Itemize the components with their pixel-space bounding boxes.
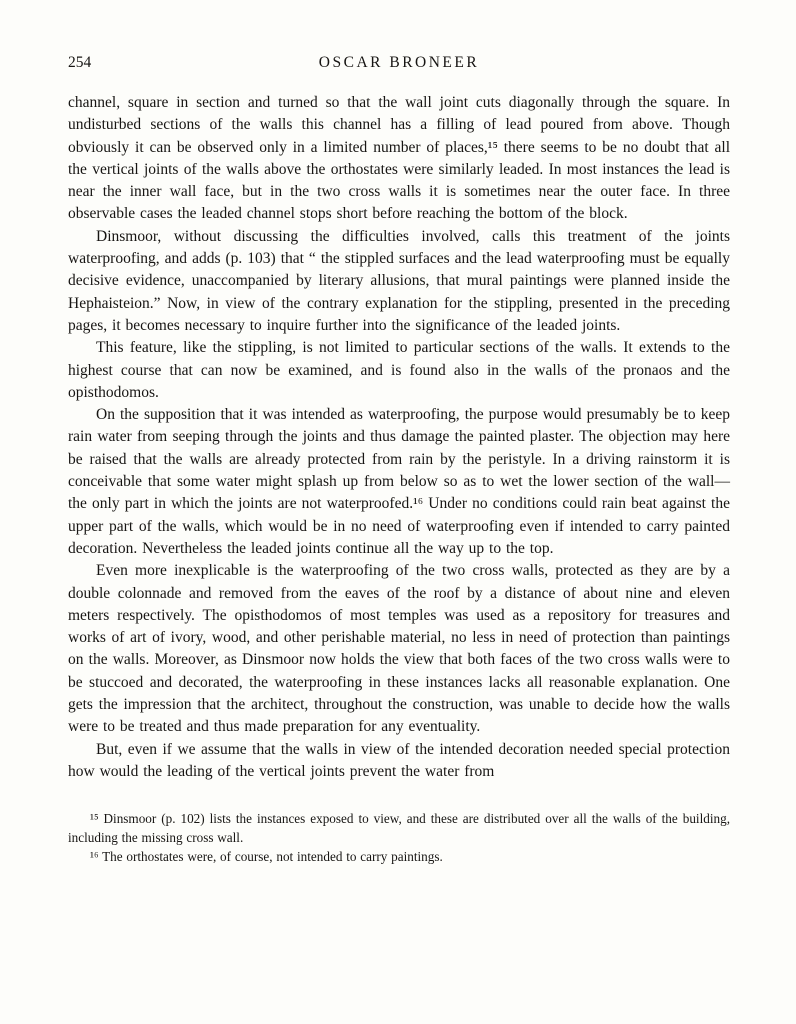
body-paragraph: channel, square in section and turned so that the wall joint cuts diagonally through the square. In undisturbed sections of the walls this channel has a filling of lead poured from above. Though obviously it can be observed only in a limited number of places,¹⁵ there seems to be no doubt that all the vertical joints of the walls above the orthostates were similarly leaded. In most instances the lead is near the inner wall face, but in the two cross walls it is sometimes near the outer face. In three observable cases the leaded channel stops short before reaching the bottom of the block. [68,94,730,223]
footnotes-section [68,809,730,866]
body-paragraph: Even more inexplicable is the waterproofing of the two cross walls, protected as they are by a double colonnade and removed from the eaves of the roof by a distance of about nine and eleven meters respectively. The opisthodomos of most temples was used as a repository for treasures and works of art of ivory, wood, and other perishable material, no less in need of protection than paintings on the walls. Moreover, as Dinsmoor now holds the view that both faces of the two cross walls were to be stuccoed and decorated, the waterproofing in these instances lacks all reasonable explanation. One gets the impression that the architect, throughout the construction, was unable to decide how the walls were to be treated and thus made preparation for any eventuality. [68,562,730,736]
body-paragraph: On the supposition that it was intended as waterproofing, the purpose would presumably be to keep rain water from seeping through the joints and thus damage the painted plaster. The objection may here be raised that the walls are already protected from rain by the peristyle. In a driving rainstorm it is conceivable that some water might splash up from below so as to wet the lower section of the wall—the only part in which the joints are not waterproofed.¹⁶ Under no conditions could rain beat against the upper part of the walls, which would be in no need of waterproofing even if intended to carry painted decoration. Nevertheless the leaded joints continue all the way up to the top. [68,406,730,557]
body-paragraph: Dinsmoor, without discussing the difficulties involved, calls this treatment of the joints waterproofing, and adds (p. 103) that “ the stippled surfaces and the lead waterproofing must be equally decisive evidence, unaccompanied by literary allusions, that mural paintings were planned inside the Hephaisteion.” Now, in view of the contrary explanation for the stippling, presented in the preceding pages, it becomes necessary to inquire further into the significance of the leaded joints. [68,227,730,334]
body-paragraph: This feature, like the stippling, is not limited to particular sections of the walls. It extends to the highest course that can now be examined, and is found also in the walls of the pronaos and the opisthodomos. [68,339,730,401]
body-paragraph: But, even if we assume that the walls in view of the intended decoration needed special protection how would the leading of the vertical joints prevent the water from [68,740,730,780]
body-text [68,92,730,783]
running-head-author: OSCAR BRONEER [318,54,480,71]
footnote: ¹⁶ The orthostates were, of course, not intended to carry paintings. [90,849,443,865]
running-header [68,54,730,76]
footnote: ¹⁵ Dinsmoor (p. 102) lists the instances exposed to view, and these are distributed over all the walls of the building, including the missing cross wall. [68,811,730,846]
page-number: 254 [68,54,92,71]
